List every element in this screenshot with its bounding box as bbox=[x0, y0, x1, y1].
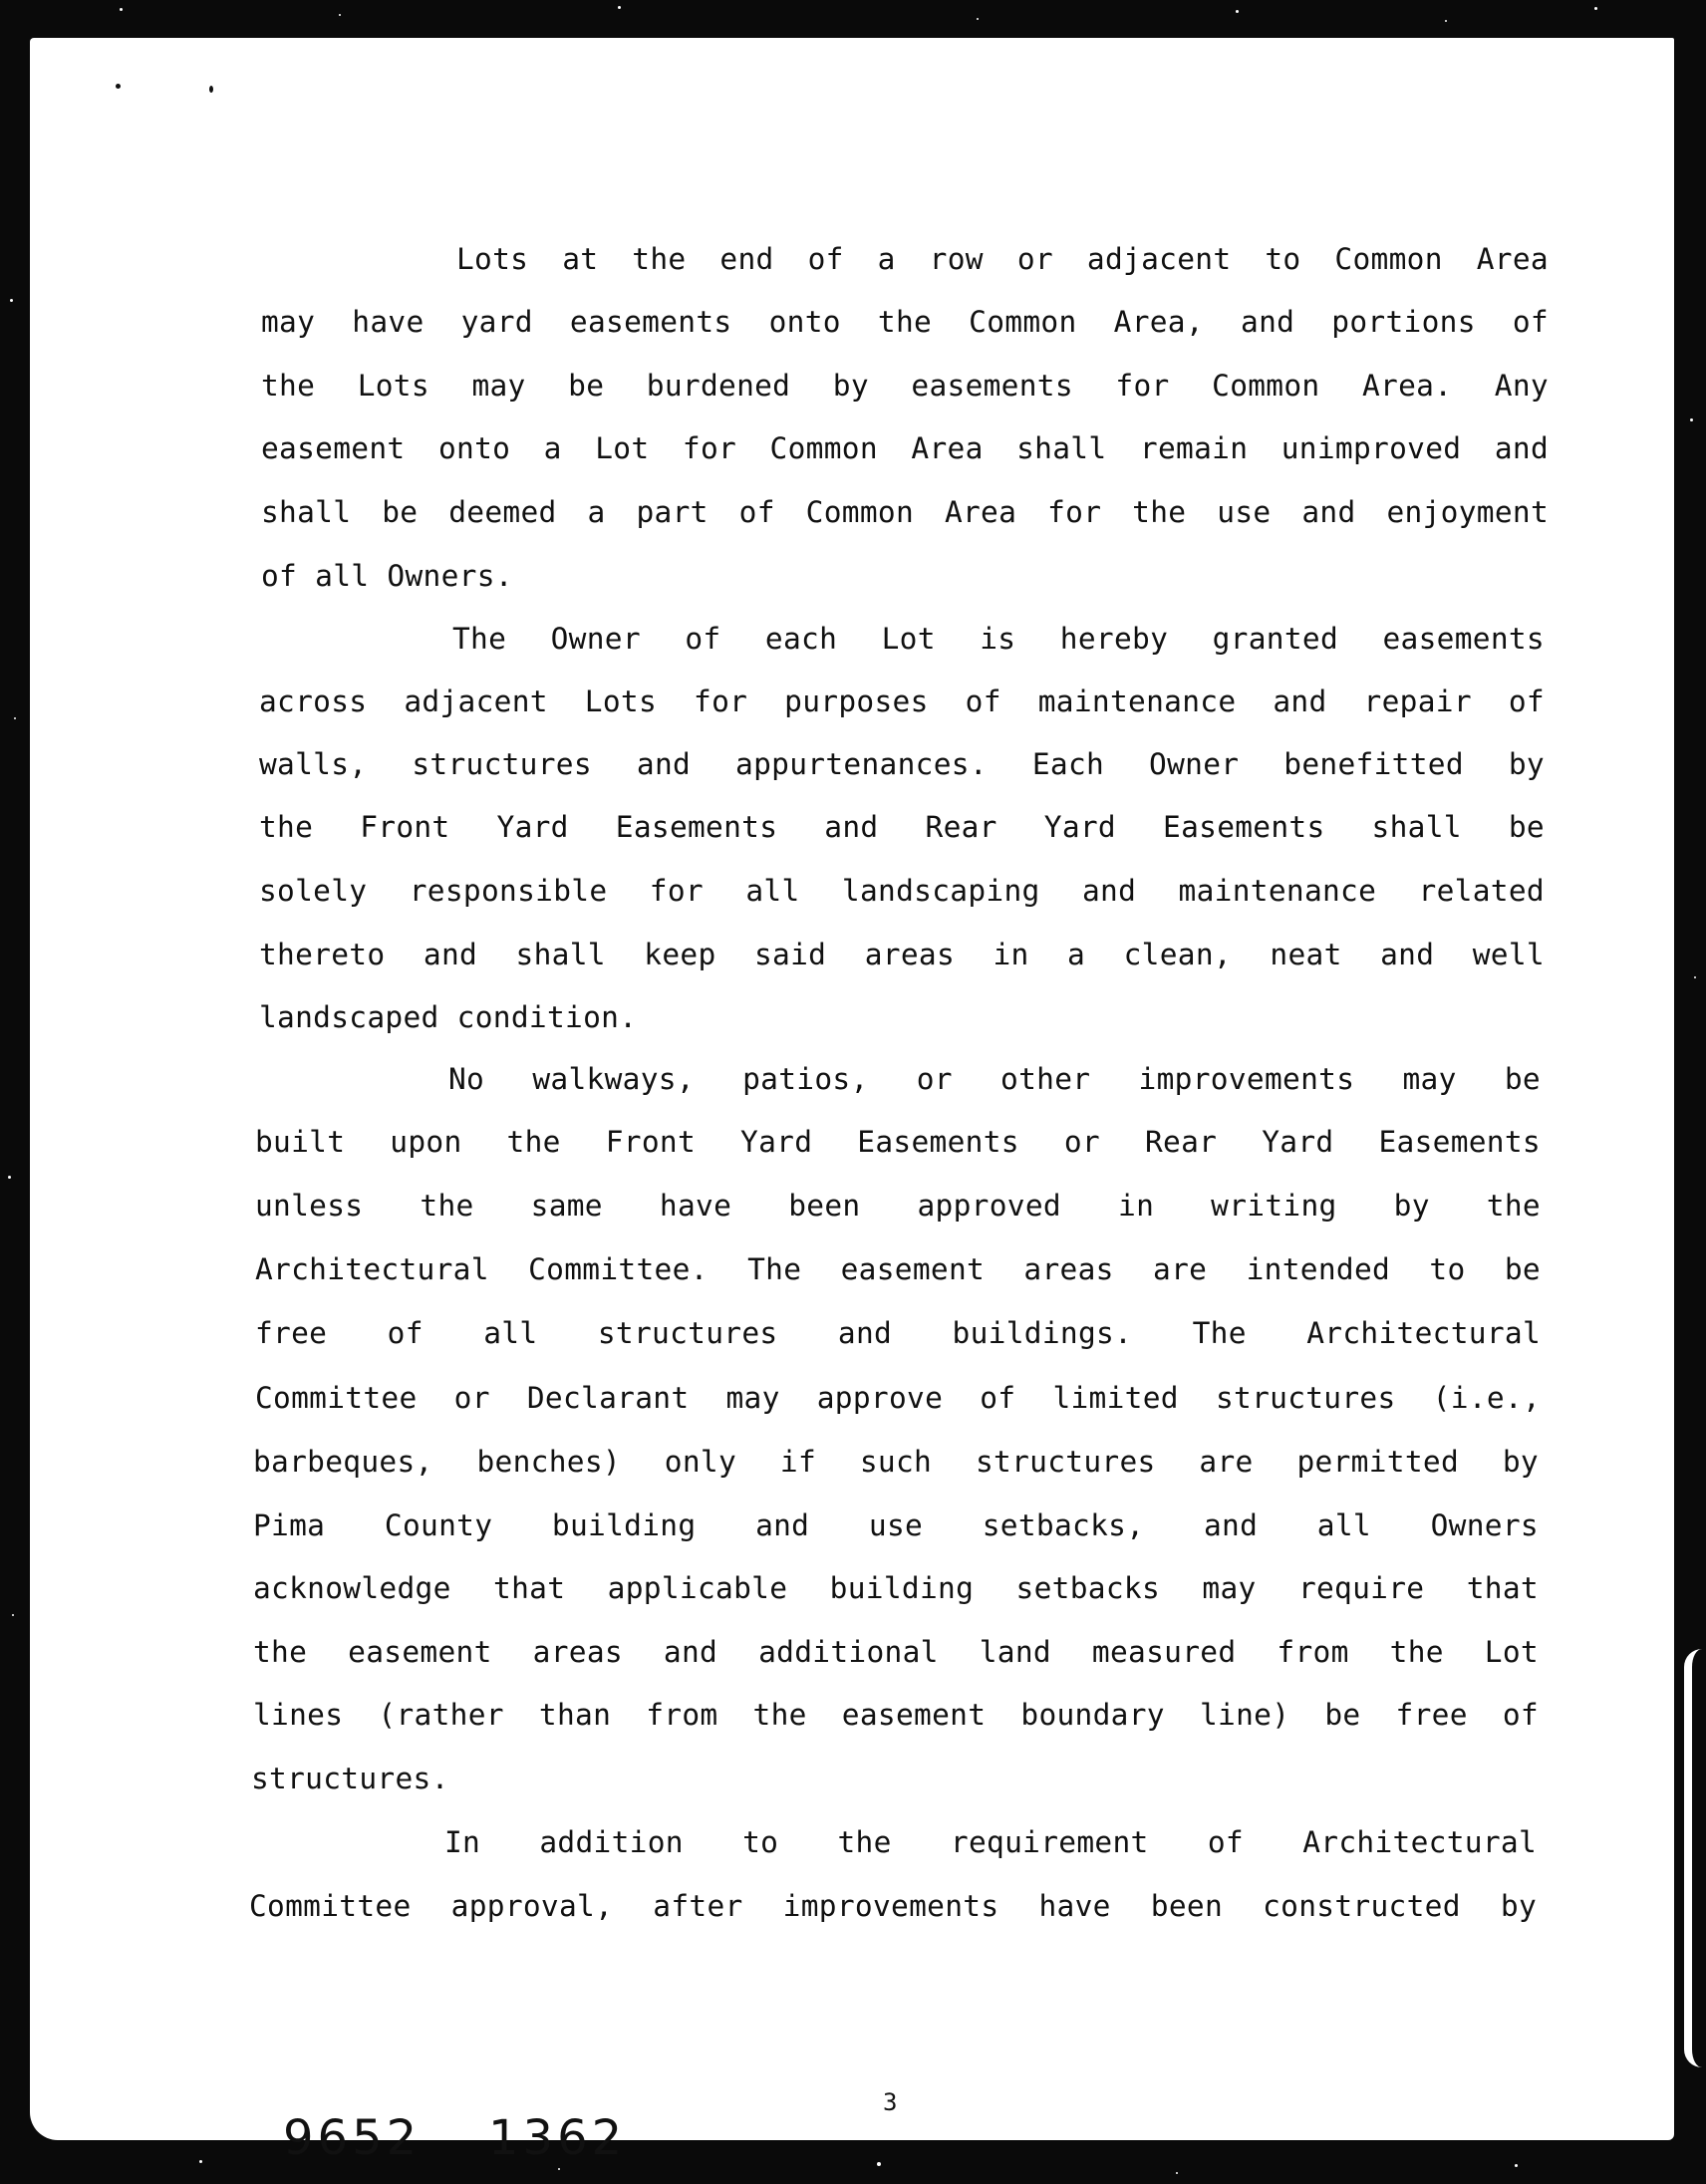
text-line: acknowledge that applicable building setbacks may require that bbox=[253, 1571, 1539, 1605]
text-line: easement onto a Lot for Common Area shall remain unimproved and bbox=[261, 431, 1549, 465]
text-line: across adjacent Lots for purposes of maintenance and repair of bbox=[259, 684, 1545, 718]
text-line: the Front Yard Easements and Rear Yard Easements shall be bbox=[259, 810, 1545, 844]
text-line: Pima County building and use setbacks, and all Owners bbox=[253, 1508, 1539, 1542]
text-line: barbeques, benches) only if such structures are permitted by bbox=[253, 1445, 1539, 1479]
text-line: The Owner of each Lot is hereby granted easements bbox=[452, 622, 1545, 656]
document-stamp-left: 9652 bbox=[283, 2110, 422, 2166]
text-line: solely responsible for all landscaping and maintenance related bbox=[259, 874, 1545, 908]
text-line: of all Owners. bbox=[261, 559, 513, 593]
text-line: the easement areas and additional land measured from the Lot bbox=[253, 1635, 1539, 1669]
text-line: In addition to the requirement of Architectural bbox=[444, 1825, 1537, 1859]
text-line: walls, structures and appurtenances. Each Owner benefitted by bbox=[259, 747, 1545, 781]
text-line: unless the same have been approved in writing by the bbox=[255, 1189, 1541, 1223]
body-text bbox=[30, 38, 1674, 2140]
text-line: Architectural Committee. The easement areas are intended to be bbox=[255, 1252, 1541, 1286]
text-line: Committee or Declarant may approve of limited structures (i.e., bbox=[255, 1381, 1541, 1415]
text-line: may have yard easements onto the Common Area, and portions of bbox=[261, 305, 1549, 339]
document-stamp-right: 1362 bbox=[488, 2110, 627, 2166]
text-line: thereto and shall keep said areas in a clean, neat and well bbox=[259, 938, 1545, 971]
text-line: No walkways, patios, or other improvements may be bbox=[448, 1062, 1541, 1096]
text-line: landscaped condition. bbox=[259, 1000, 638, 1034]
text-line: lines (rather than from the easement boundary line) be free of bbox=[253, 1698, 1539, 1732]
text-line: shall be deemed a part of Common Area for the use and enjoyment bbox=[261, 495, 1549, 529]
text-line: Committee approval, after improvements have been constructed by bbox=[249, 1889, 1537, 1923]
binding-edge-mark bbox=[1684, 1649, 1706, 2067]
document-page bbox=[30, 38, 1674, 2166]
text-line: Lots at the end of a row or adjacent to Common Area bbox=[456, 242, 1549, 276]
text-line: built upon the Front Yard Easements or Rear Yard Easements bbox=[255, 1125, 1541, 1159]
text-line: free of all structures and buildings. The Architectural bbox=[255, 1316, 1541, 1350]
page-number: 3 bbox=[883, 2088, 898, 2116]
text-line: structures. bbox=[251, 1762, 449, 1795]
text-line: the Lots may be burdened by easements for Common Area. Any bbox=[261, 369, 1549, 403]
